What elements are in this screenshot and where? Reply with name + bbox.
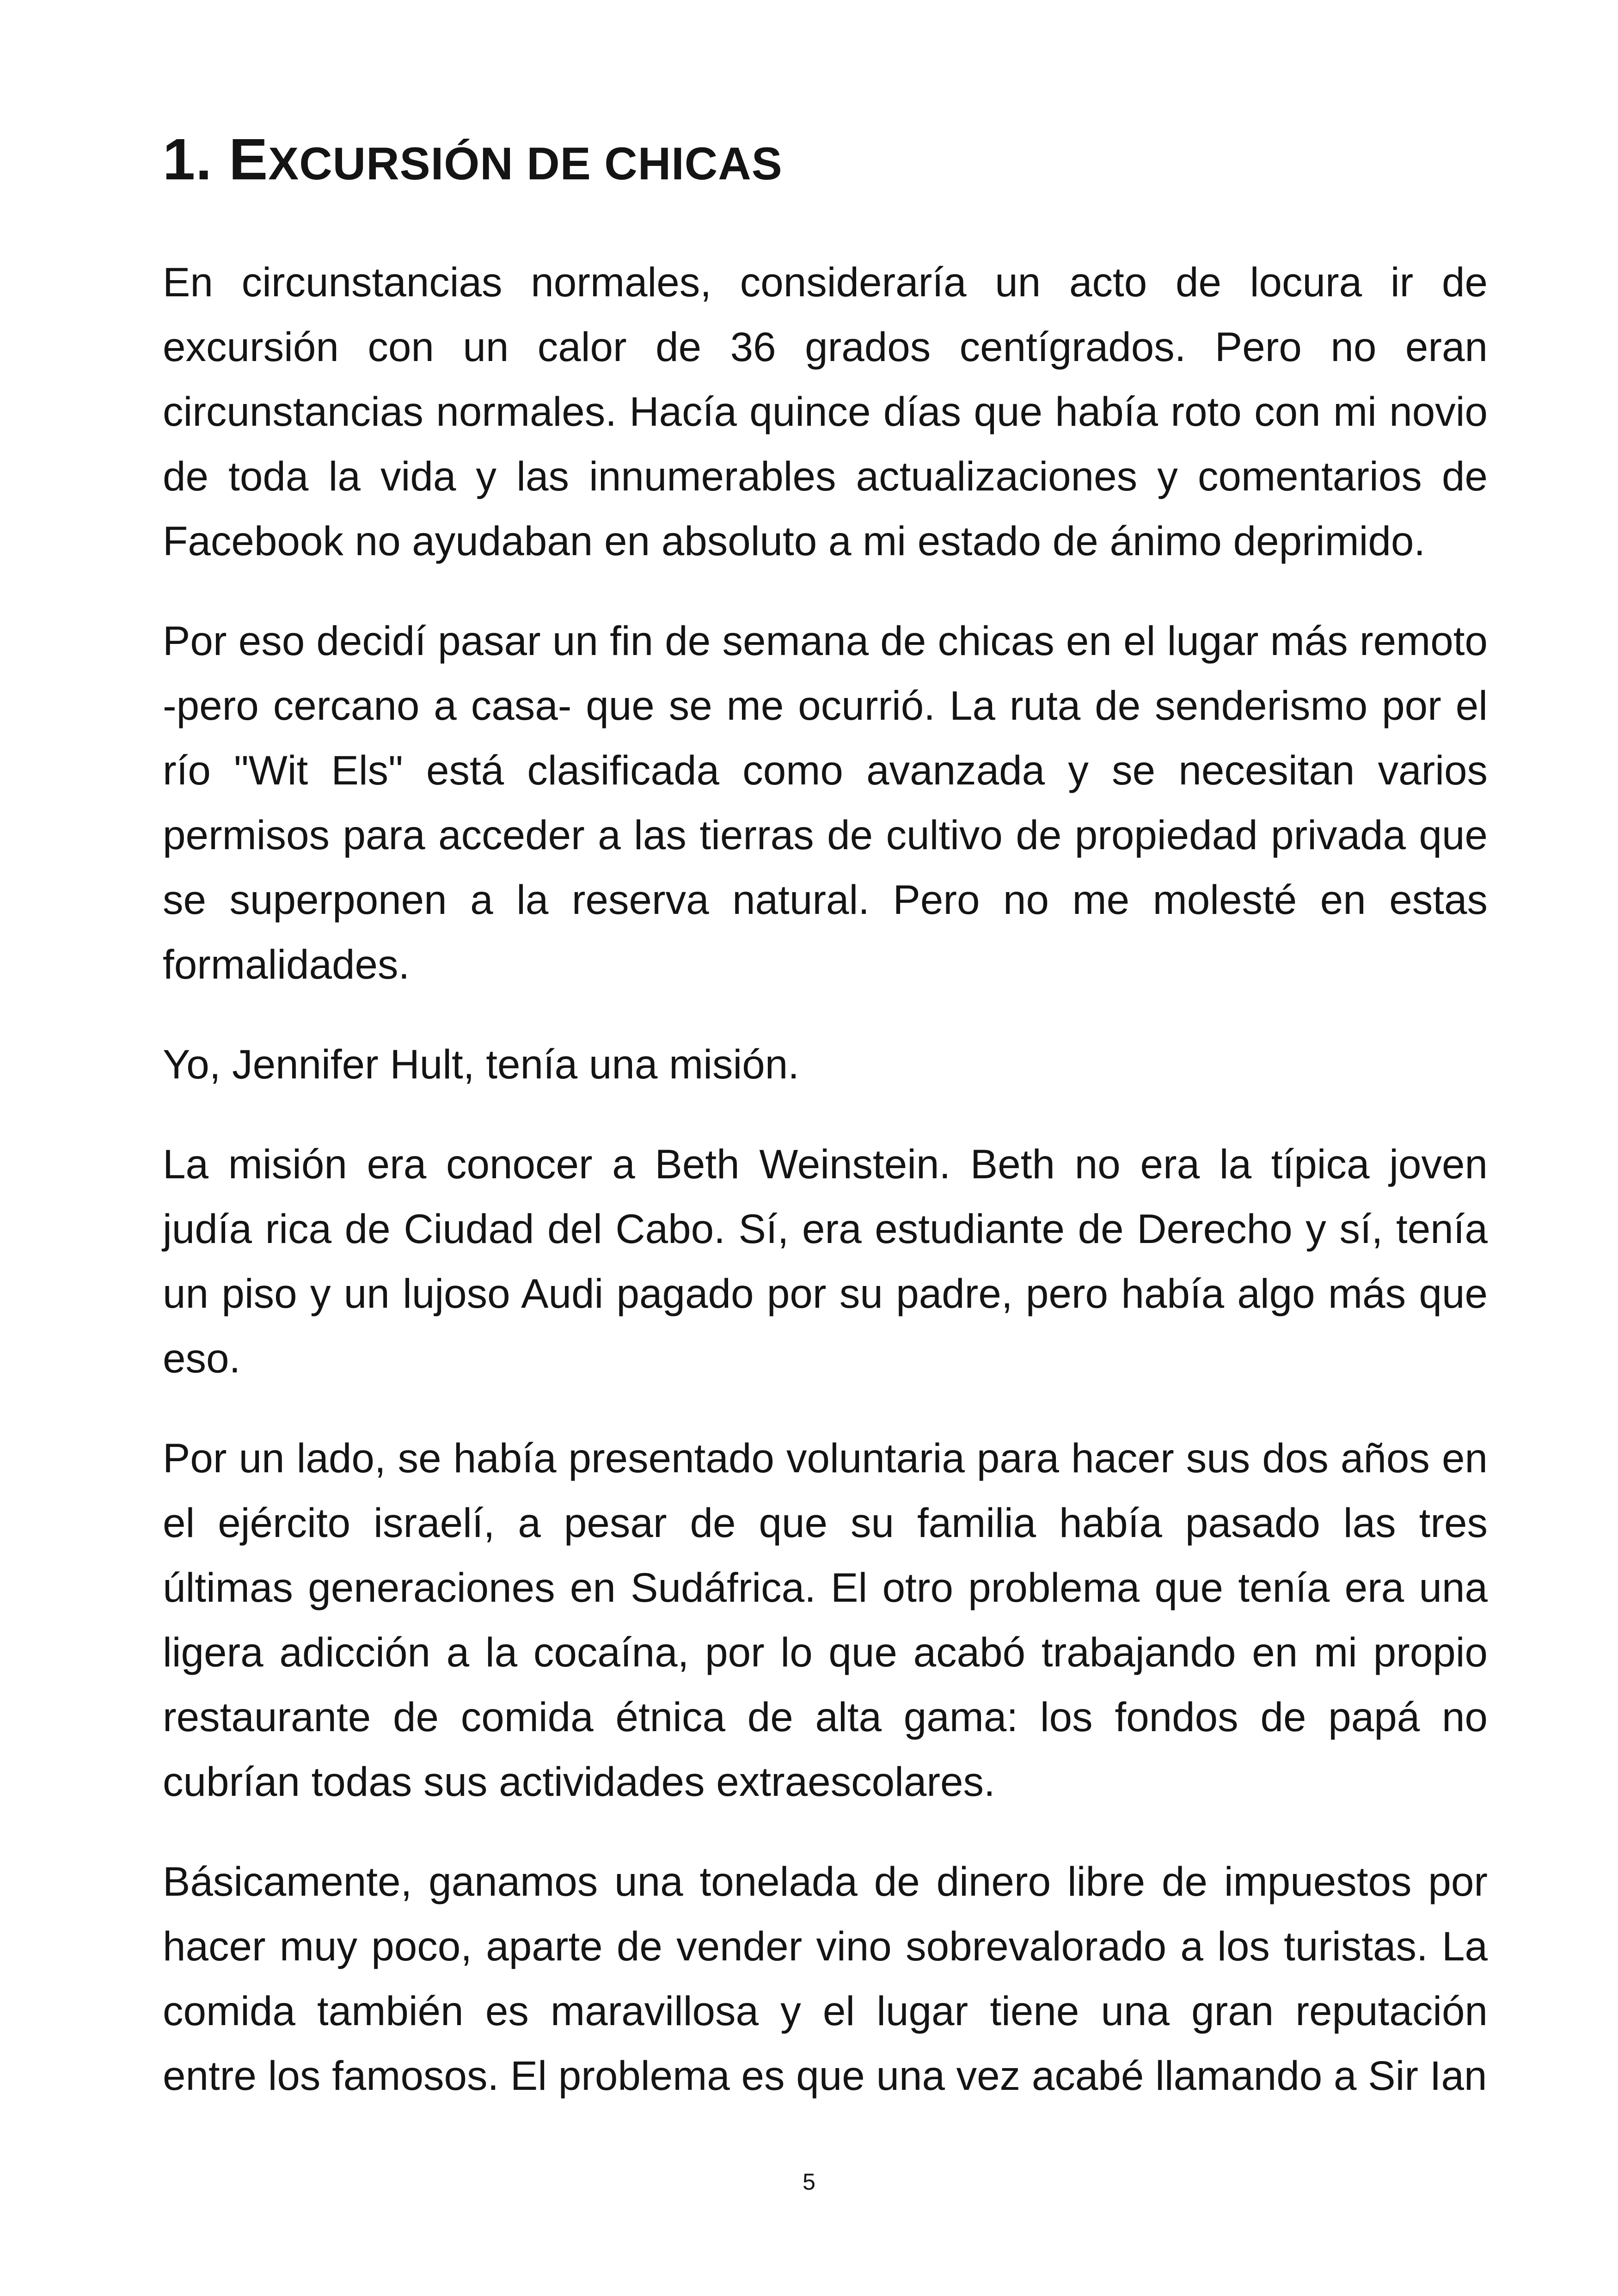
paragraph: La misión era conocer a Beth Weinstein. Beth no era la típica joven judía rica de Ciudad del Cabo. Sí, era estudiante de Derecho y sí, tenía un piso y un lujoso Audi pagado por su padre, pero había algo más que eso. <box>163 1141 1488 1381</box>
paragraph: Yo, Jennifer Hult, tenía una misión. <box>163 1041 800 1087</box>
chapter-title-rest: XCURSIÓN DE CHICAS <box>268 138 783 189</box>
body-text <box>163 250 1488 2143</box>
page-number: 5 <box>803 2169 815 2195</box>
paragraph: En circunstancias normales, consideraría un acto de locura ir de excursión con un calor de 36 grados centígrados. Pero no eran circunstancias normales. Hacía quince días que había roto con mi novio de toda la vida y las innumerables actualizaciones y comentarios de Facebook no ayudaban en absoluto a mi estado de ánimo deprimido. <box>163 259 1488 564</box>
paragraph: Por eso decidí pasar un fin de semana de chicas en el lugar más remoto -pero cercano a casa- que se me ocurrió. La ruta de senderismo por el río "Wit Els" está clasificada como avanzada y se necesitan varios permisos para acceder a las tierras de cultivo de propiedad privada que se superponen a la reserva natural. Pero no me molesté en estas formalidades. <box>163 618 1488 987</box>
chapter-title-initial: E <box>229 127 269 192</box>
chapter-title <box>163 118 783 205</box>
paragraph: Básicamente, ganamos una tonelada de dinero libre de impuestos por hacer muy poco, aparte de vender vino sobrevalorado a los turistas. La comida también es maravillosa y el lugar tiene una gran reputación entre los famosos. El problema es que una vez acabé llamando a Sir Ian <box>163 1858 1488 2099</box>
paragraph: Por un lado, se había presentado voluntaria para hacer sus dos años en el ejército israelí, a pesar de que su familia había pasado las tres últimas generaciones en Sudáfrica. El otro problema que tenía era una ligera adicción a la cocaína, por lo que acabó trabajando en mi propio restaurante de comida étnica de alta gama: los fondos de papá no cubrían todas sus actividades extraescolares. <box>163 1435 1488 1805</box>
chapter-number: 1. <box>163 127 213 192</box>
